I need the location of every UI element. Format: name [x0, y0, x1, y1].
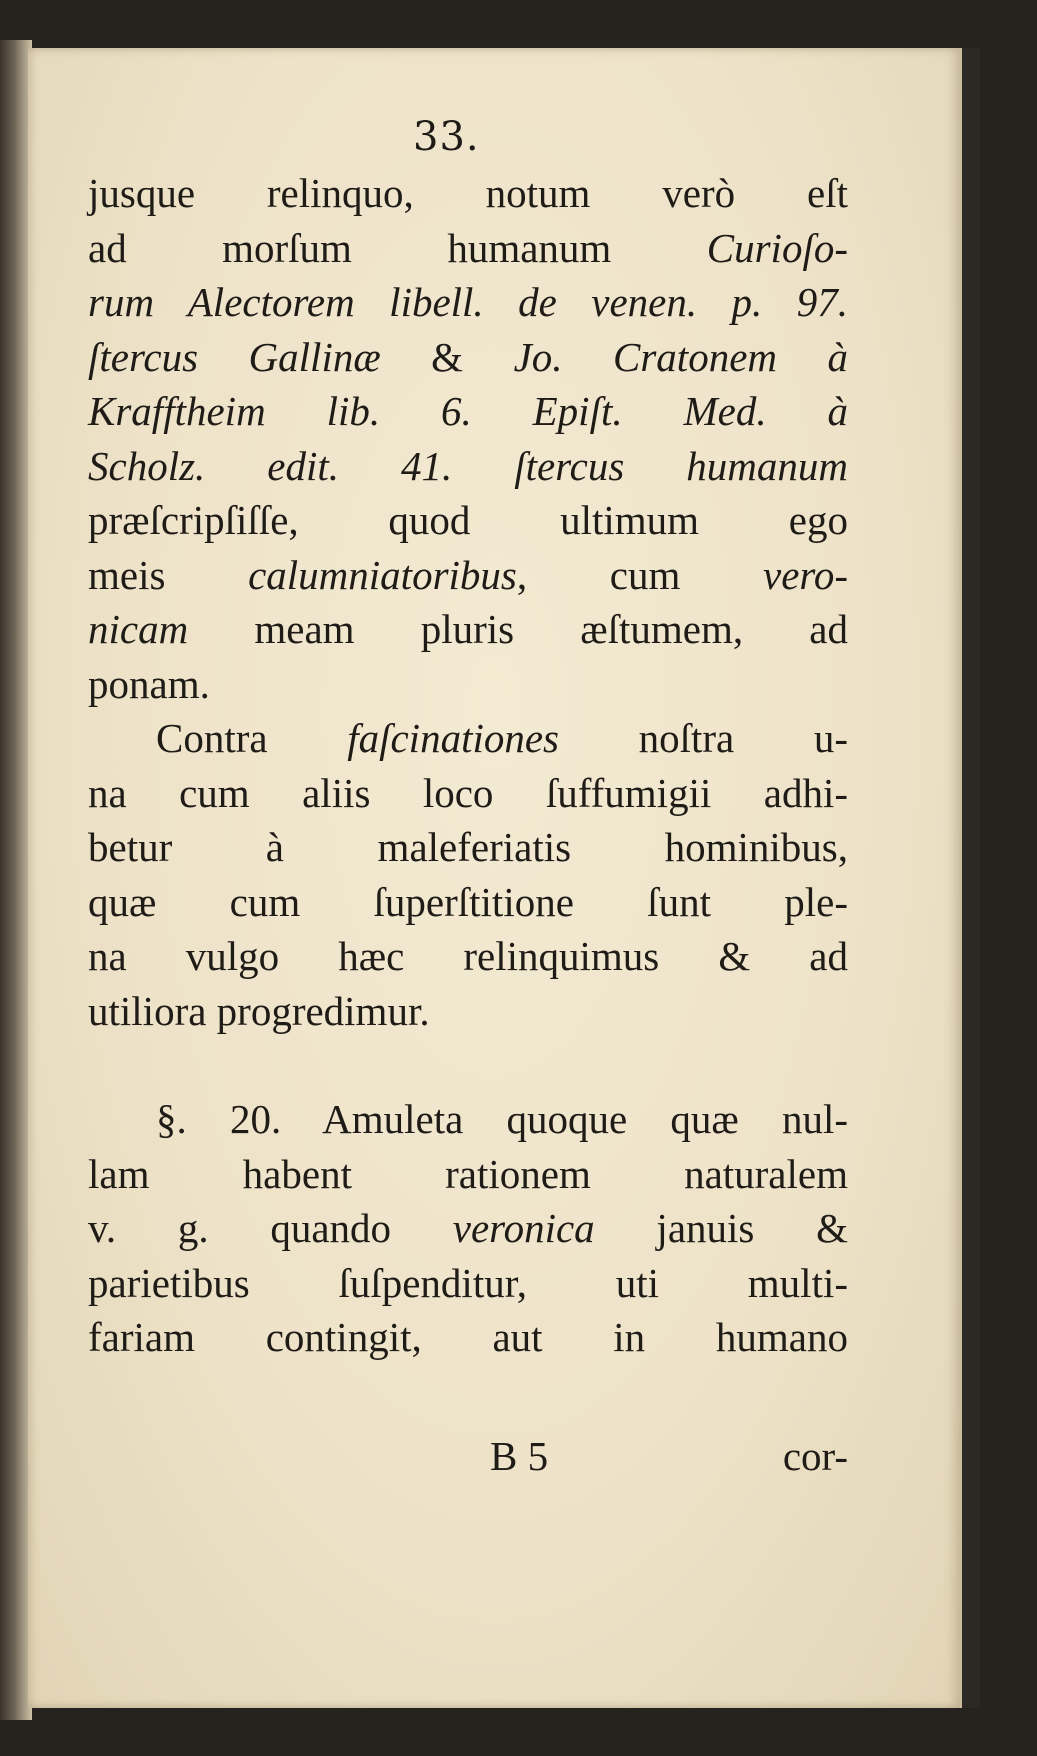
text-line: quæ cum ſuperſtitione ſunt ple- — [88, 878, 848, 925]
text-line: Krafftheim lib. 6. Epiſt. Med. à — [88, 388, 848, 434]
book-page — [28, 48, 964, 1708]
body-text — [88, 166, 848, 1365]
page-edge-shadow — [962, 48, 980, 1708]
text-line: na vulgo hæc relinquimus & ad — [88, 933, 848, 979]
text-line: na cum aliis loco ſuffumigii adhi- — [88, 769, 848, 816]
text-line: v. g. quando veronica januis & — [88, 1205, 848, 1251]
page-number: 33. — [413, 114, 480, 160]
text-line: utiliora progredimur. — [88, 987, 430, 1034]
text-line: rum Alectorem libell. de venen. p. 97. — [88, 279, 848, 325]
catchword: cor- — [782, 1433, 848, 1479]
text-line: ponam. — [88, 660, 210, 707]
page-footer — [88, 1432, 848, 1486]
text-line: ſtercus Gallinæ & Jo. Cratonem à — [88, 333, 848, 380]
text-line: meis calumniatoribus, cum vero- — [88, 551, 849, 598]
text-line: præſcripſiſſe, quod ultimum ego — [88, 497, 848, 543]
text-line: lam habent rationem naturalem — [88, 1150, 848, 1197]
text-line: betur à maleferiatis hominibus, — [88, 824, 848, 870]
text-line: fariam contingit, aut in humano — [88, 1314, 848, 1360]
signature-mark: B 5 — [490, 1433, 549, 1479]
text-line: jusque relinquo, notum verò eſt — [88, 170, 848, 216]
text-line: nicam meam pluris æſtumem, ad — [88, 606, 848, 652]
text-line: Contra faſcinationes noſtra u- — [156, 715, 849, 761]
section-gap — [88, 1038, 848, 1092]
text-line: ad morſum humanum Curioſo- — [88, 224, 848, 271]
text-line: parietibus ſuſpenditur, uti multi- — [88, 1259, 848, 1306]
text-line: §. 20. Amuleta quoque quæ nul- — [156, 1096, 848, 1142]
text-line: Scholz. edit. 41. ſtercus humanum — [88, 442, 848, 489]
